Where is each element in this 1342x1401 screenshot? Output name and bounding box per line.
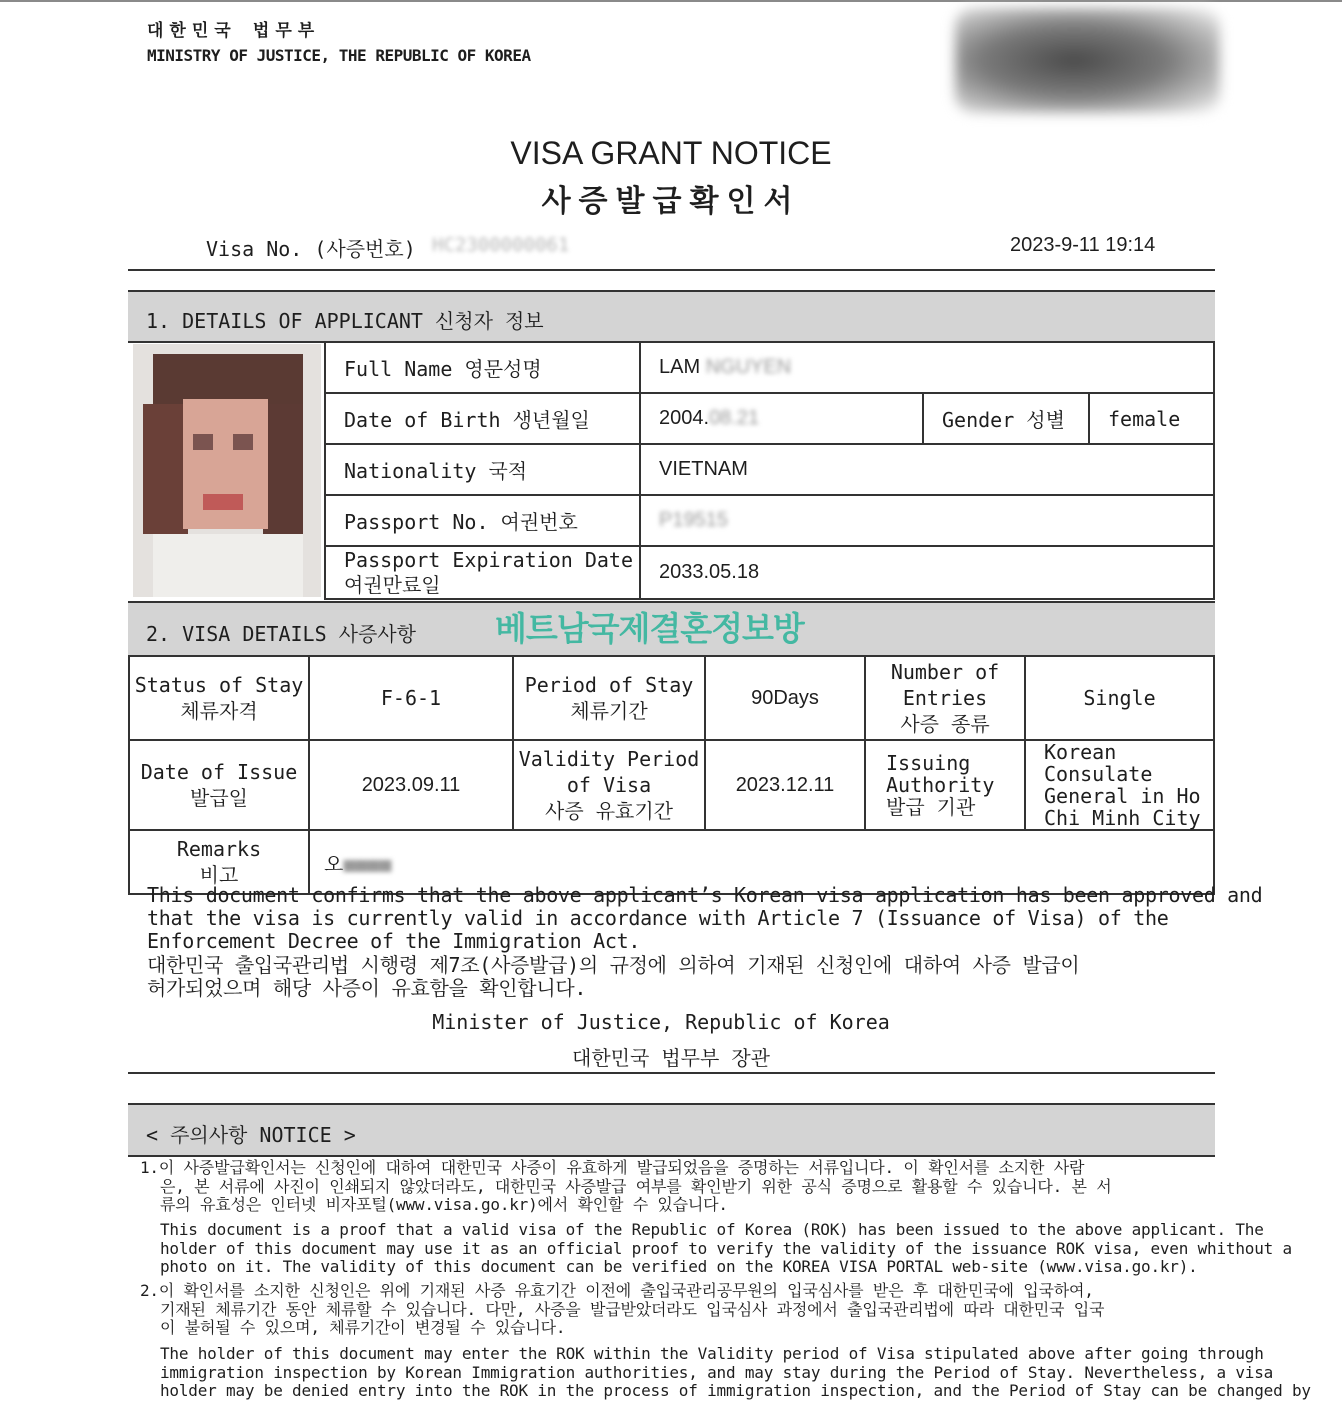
passport-no-value: P19515 [640,495,1214,546]
divider [128,1072,1215,1074]
status-of-stay-label: Status of Stay 체류자격 [129,656,309,740]
ministry-name-kr: 대한민국 법무부 [147,21,321,41]
status-of-stay-value: F-6-1 [309,656,513,740]
watermark-text: 베트남국제결혼정보방 [495,609,804,648]
notice-item-2-kr: 2.이 확인서를 소지한 신청인은 위에 기재된 사증 유효기간 이전에 출입국관리공무원의 입국심사를 받은 후 대한민국에 입국하여, 기재된 체류기간 동안 체류할 수 있습니다. 다만, 사증을 발급받았더라도 입국심사 과정에서 출입국관리법에 따라 대한민국 입국 이 불허될 수 있으며, 체류기간이 변경될 수 있습니다. [140,1281,1105,1337]
number-of-entries-value: Single [1025,656,1214,740]
applicant-details-table [324,341,1215,600]
date-of-issue-value: 2023.09.11 [309,740,513,830]
signature-en: Minister of Justice, Republic of Korea [432,1010,890,1034]
notice-header [128,1103,1215,1157]
visa-no-value: HC2300000061 [432,234,570,256]
notice-title: < 주의사항 NOTICE > [146,1123,356,1147]
nationality-value: VIETNAM [640,444,1214,495]
gender-label: Gender 성별 [923,393,1089,444]
full-name-label: Full Name 영문성명 [325,342,640,393]
period-of-stay-label: Period of Stay 체류기간 [513,656,705,740]
remarks-value: 오■■■■ [309,830,1214,894]
nationality-label: Nationality 국적 [325,444,640,495]
notice-item-2-en: The holder of this document may enter the ROK within the Validity period of Visa stipulated above after going through immigration inspection by Korean Immigration authorities, and may stay during the Period of Stay. Nevertheless, a visa holder may be denied entry into the ROK in the process of immigration inspection, and the Period of Stay can be changed by [160,1344,1311,1400]
remarks-label: Remarks 비고 [129,830,309,894]
document-title-kr: 사증발급확인서 [541,184,801,219]
validity-period-label: Validity Period of Visa 사증 유효기간 [513,740,705,830]
issuing-authority-value: Korean Consulate General in Ho Chi Minh City [1025,740,1214,830]
passport-exp-value: 2033.05.18 [640,546,1214,599]
section2-title: 2. VISA DETAILS 사증사항 [146,622,416,646]
date-of-issue-label: Date of Issue 발급일 [129,740,309,830]
period-of-stay-value: 90Days [705,656,865,740]
ministry-name-en: MINISTRY OF JUSTICE, THE REPUBLIC OF KOREA [147,46,531,65]
applicant-photo [133,344,321,597]
issuing-authority-label: Issuing Authority 발급 기관 [865,740,1025,830]
number-of-entries-label: Number of Entries 사증 종류 [865,656,1025,740]
redacted-seal [955,8,1220,113]
visa-details-table [128,655,1215,895]
passport-no-label: Passport No. 여권번호 [325,495,640,546]
issued-datetime: 2023-9-11 19:14 [1010,234,1156,256]
section1-header [128,290,1215,343]
document-title-en: VISA GRANT NOTICE [510,135,832,171]
gender-value: female [1089,393,1214,444]
signature-kr: 대한민국 법무부 장관 [572,1046,770,1070]
top-border [0,0,1342,2]
dob-value: 2004.08.21 [640,393,923,444]
divider [128,269,1215,271]
statement-en: This document confirms that the above applicant’s Korean visa application has been approved and that the visa is currently valid in accordance with Article 7 (Issuance of Visa) of the Enforcement Decree of the Immigration Act. [147,883,1263,953]
dob-label: Date of Birth 생년월일 [325,393,640,444]
full-name-value: LAM NGUYEN [640,342,1214,393]
visa-no-label: Visa No. (사증번호) [206,237,416,261]
notice-item-1-kr: 1.이 사증발급확인서는 신청인에 대하여 대한민국 사증이 유효하게 발급되었음을 증명하는 서류입니다. 이 확인서를 소지한 사람 은, 본 서류에 사진이 인쇄되지 않았더라도, 대한민국 사증발급 여부를 확인받기 위한 공식 증명으로 활용할 수 있습니다. 본 서 류의 유효성은 인터넷 비자포털(www.visa.go.kr)에서 확인할 수 있습니다. [140,1158,1112,1214]
passport-exp-label: Passport Expiration Date 여권만료일 [325,546,640,599]
statement-kr: 대한민국 출입국관리법 시행령 제7조(사증발급)의 규정에 의하여 기재된 신청인에 대하여 사증 발급이 허가되었으며 해당 사증이 유효함을 확인합니다. [147,953,1080,1000]
notice-item-1-en: This document is a proof that a valid visa of the Republic of Korea (ROK) has been issued to the above applicant. The holder of this document may use it as an official proof to verify the validity of the issuance ROK visa, even whithout a photo on it. The validity of this document can be verified on the KOREA VISA PORTAL web-site (www.visa.go.kr). [160,1220,1292,1276]
validity-period-value: 2023.12.11 [705,740,865,830]
section1-title: 1. DETAILS OF APPLICANT 신청자 정보 [146,309,544,333]
